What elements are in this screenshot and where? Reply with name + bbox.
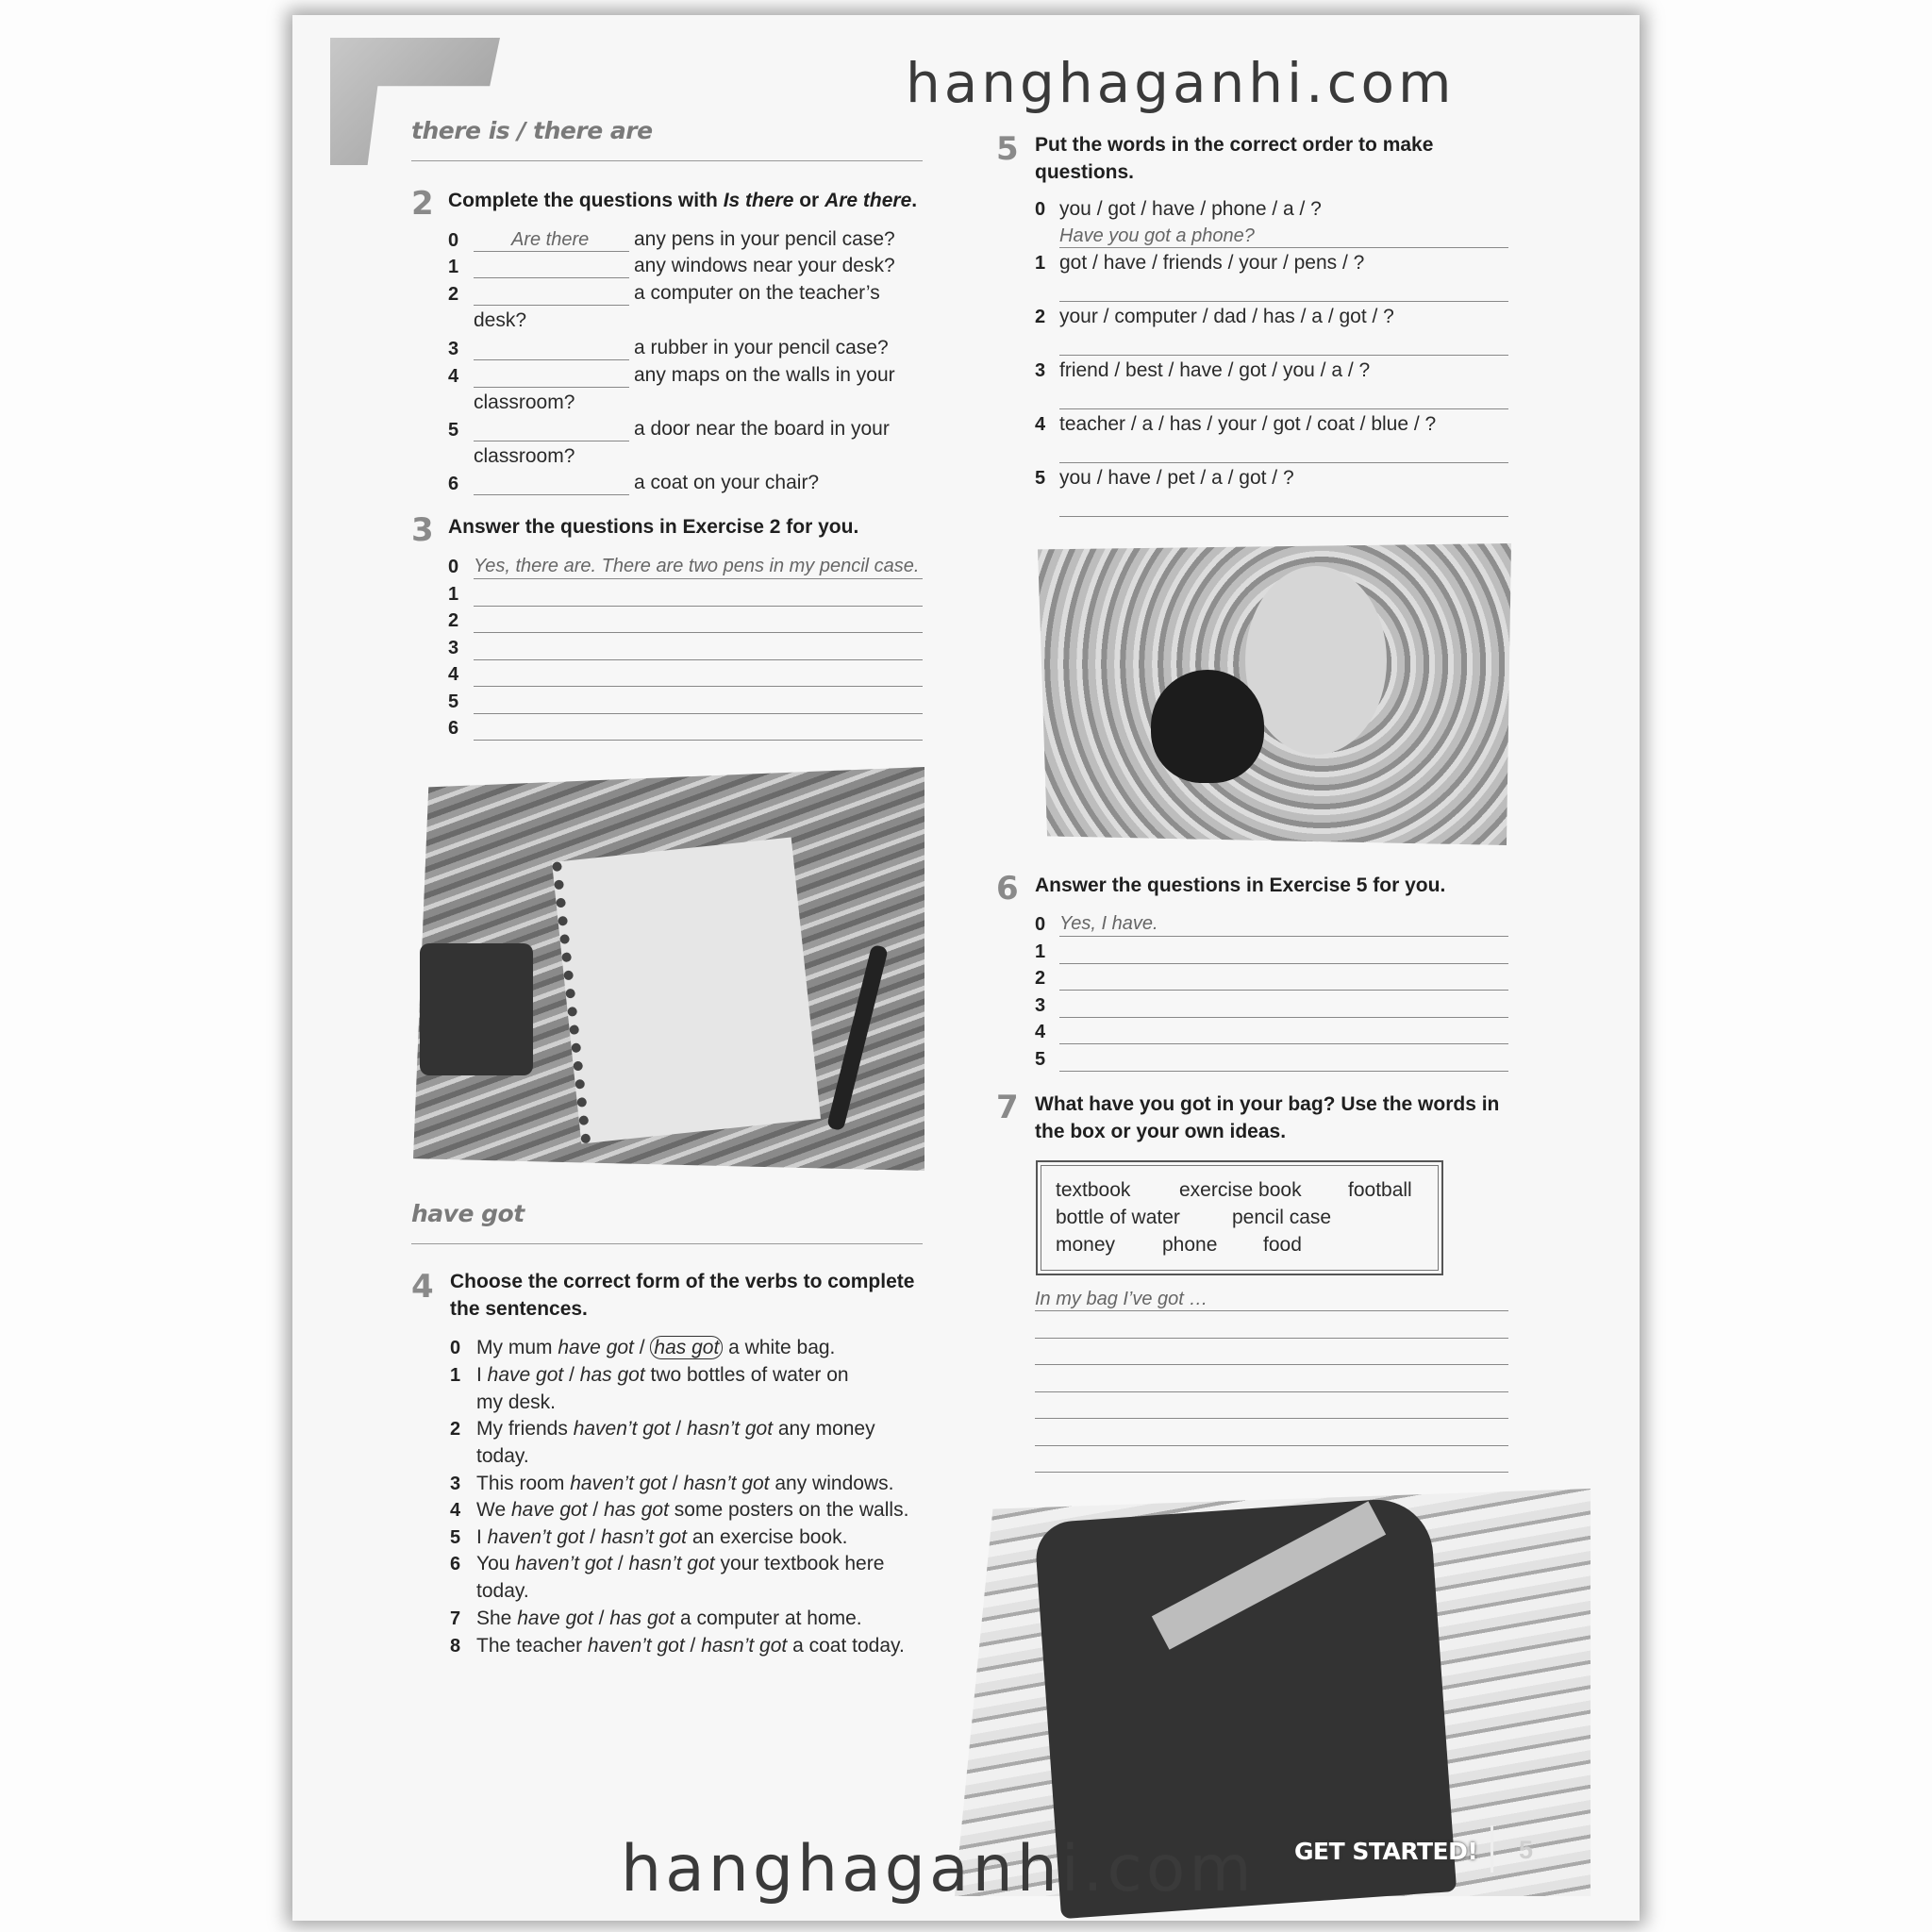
item-number: 4 bbox=[448, 366, 459, 387]
verb-option[interactable]: hasn’t got bbox=[686, 1418, 774, 1440]
sentence-part: / bbox=[612, 1553, 629, 1574]
item-number: 4 bbox=[1035, 414, 1046, 435]
verb-option[interactable]: have got bbox=[487, 1364, 564, 1386]
verb-option[interactable]: have got bbox=[517, 1607, 593, 1629]
question-text: a rubber in your pencil case? bbox=[634, 337, 889, 358]
sentence-part: a coat today. bbox=[787, 1635, 905, 1657]
question-text: any windows near your desk? bbox=[634, 255, 895, 276]
answer-blank[interactable] bbox=[474, 387, 629, 388]
sentence-part: My friends bbox=[476, 1418, 574, 1440]
sentence-part: / bbox=[592, 1607, 610, 1629]
verb-option[interactable]: have got bbox=[510, 1499, 588, 1521]
exercise-2-instruction: Complete the questions with Is there or Are there. bbox=[448, 190, 918, 211]
exercise-4-instruction bbox=[450, 1268, 914, 1323]
verb-option[interactable]: haven’t got bbox=[587, 1635, 685, 1657]
writing-line[interactable] bbox=[1035, 1391, 1508, 1392]
notebook-image bbox=[552, 837, 821, 1143]
question-text-continued: desk? bbox=[474, 309, 527, 331]
item-number: 5 bbox=[448, 420, 459, 441]
scrambled-words: friend / best / have / got / you / a / ? bbox=[1059, 359, 1371, 381]
verb-option[interactable]: has got bbox=[604, 1499, 669, 1521]
scrambled-words: got / have / friends / your / pens / ? bbox=[1059, 252, 1365, 274]
word-box-item: exercise book bbox=[1179, 1179, 1302, 1201]
exercise-7-instruction bbox=[1035, 1091, 1499, 1145]
question-text: a door near the board in your bbox=[634, 418, 890, 440]
item-number: 3 bbox=[1035, 994, 1046, 1016]
sentence-part: / bbox=[633, 1337, 651, 1358]
item-number: 2 bbox=[1035, 968, 1046, 989]
exercise-6-number: 6 bbox=[996, 870, 1019, 908]
item-number: 4 bbox=[448, 664, 459, 685]
item-number: 5 bbox=[448, 691, 459, 712]
item-number: 7 bbox=[450, 1608, 461, 1629]
verb-option[interactable]: haven’t got bbox=[570, 1473, 667, 1494]
word-box-item: football bbox=[1348, 1179, 1412, 1201]
sentence-continued: today. bbox=[476, 1445, 529, 1467]
question-text-continued: classroom? bbox=[474, 445, 575, 467]
sentence-part: You bbox=[476, 1553, 516, 1574]
sentence-continued: today. bbox=[476, 1580, 529, 1602]
answer-line[interactable] bbox=[474, 686, 923, 687]
item-number: 1 bbox=[1035, 941, 1046, 962]
exercise-3-number: 3 bbox=[411, 511, 434, 549]
answer-line[interactable] bbox=[1059, 247, 1508, 248]
exercise-7-prompt: In my bag I’ve got … bbox=[1035, 1289, 1208, 1309]
example-answer: Yes, I have. bbox=[1059, 913, 1158, 934]
sentence bbox=[476, 1553, 884, 1575]
question-text: a computer on the teacher’s bbox=[634, 282, 880, 304]
section-rule bbox=[411, 1243, 923, 1244]
item-number: 2 bbox=[448, 284, 459, 305]
scrambled-words: you / got / have / phone / a / ? bbox=[1059, 198, 1322, 220]
item-number: 5 bbox=[1035, 1048, 1046, 1070]
item-number: 3 bbox=[448, 339, 459, 359]
verb-option[interactable]: hasn’t got bbox=[683, 1473, 770, 1494]
sentence-part: / bbox=[587, 1499, 605, 1521]
answer-line[interactable] bbox=[1059, 1071, 1508, 1072]
word-box-item: textbook bbox=[1056, 1179, 1131, 1201]
sentence bbox=[476, 1364, 849, 1387]
item-number: 6 bbox=[450, 1554, 461, 1574]
sentence-part: any money bbox=[773, 1418, 875, 1440]
footer-unit-label: GET STARTED! bbox=[1294, 1838, 1478, 1865]
sentence-part: two bottles of water on bbox=[644, 1364, 849, 1386]
exercise-5-instruction-line-2: questions. bbox=[1035, 161, 1135, 183]
example-answer: Have you got a phone? bbox=[1059, 225, 1255, 246]
answer-blank[interactable] bbox=[474, 305, 629, 306]
exercise-7-instruction-line-2: the box or your own ideas. bbox=[1035, 1121, 1287, 1142]
example-answer: Yes, there are. There are two pens in my pencil case. bbox=[474, 556, 920, 576]
footer-divider bbox=[1491, 1825, 1493, 1873]
item-number: 3 bbox=[450, 1474, 461, 1494]
sentence bbox=[476, 1473, 893, 1495]
writing-line[interactable] bbox=[1035, 1338, 1508, 1339]
sentence-part: a computer at home. bbox=[675, 1607, 862, 1629]
sentence-part: a white bag. bbox=[723, 1337, 836, 1358]
item-number: 3 bbox=[1035, 360, 1046, 381]
watermark-top: hanghaganhi.com bbox=[906, 51, 1456, 115]
sentence bbox=[476, 1418, 875, 1441]
item-number: 1 bbox=[448, 257, 459, 277]
sentence-part: My mum bbox=[476, 1337, 558, 1358]
answer-blank[interactable] bbox=[474, 494, 629, 495]
item-number: 1 bbox=[450, 1365, 461, 1386]
item-number: 0 bbox=[448, 557, 459, 577]
sentence-part: some posters on the walls. bbox=[668, 1499, 909, 1521]
exercise-2-number: 2 bbox=[411, 185, 434, 223]
sentence bbox=[476, 1635, 905, 1657]
question-text: a coat on your chair? bbox=[634, 472, 820, 493]
verb-option[interactable]: hasn’t got bbox=[701, 1635, 788, 1657]
sentence-part: an exercise book. bbox=[687, 1526, 848, 1548]
word-box-item: bottle of water bbox=[1056, 1207, 1180, 1228]
answer-line[interactable] bbox=[474, 578, 923, 579]
section-title-there-is: there is / there are bbox=[411, 117, 653, 144]
verb-option[interactable]: hasn’t got bbox=[600, 1526, 688, 1548]
sentence bbox=[476, 1499, 908, 1522]
sentence-part: I bbox=[476, 1364, 488, 1386]
item-number: 5 bbox=[450, 1527, 461, 1548]
exercise-3-instruction: Answer the questions in Exercise 2 for you. bbox=[448, 516, 859, 538]
answer-line[interactable] bbox=[1059, 462, 1508, 463]
item-number: 4 bbox=[450, 1500, 461, 1521]
item-number: 2 bbox=[448, 610, 459, 631]
item-number: 1 bbox=[448, 583, 459, 605]
answer-line[interactable] bbox=[1059, 1017, 1508, 1018]
item-number: 8 bbox=[450, 1636, 461, 1657]
question-text-continued: classroom? bbox=[474, 391, 575, 413]
answer-blank[interactable] bbox=[474, 277, 629, 278]
page-number: 5 bbox=[1519, 1836, 1534, 1864]
answer-line[interactable] bbox=[1059, 355, 1508, 356]
sentence-part: We bbox=[476, 1499, 511, 1521]
answer-line[interactable] bbox=[1059, 301, 1508, 302]
writing-line[interactable] bbox=[1035, 1445, 1508, 1446]
word-box-item: food bbox=[1263, 1234, 1302, 1256]
exercise-4-instruction-line-2: the sentences. bbox=[450, 1298, 588, 1320]
item-number: 0 bbox=[1035, 914, 1046, 935]
word-box-item: money bbox=[1056, 1234, 1116, 1256]
exercise-5-instruction bbox=[1035, 131, 1433, 186]
answer-line[interactable] bbox=[474, 632, 923, 633]
exercise-5-number: 5 bbox=[996, 130, 1019, 168]
verb-option[interactable]: have got bbox=[558, 1337, 634, 1358]
writing-line[interactable] bbox=[1035, 1418, 1508, 1419]
sentence-part: / bbox=[666, 1473, 684, 1494]
sentence bbox=[476, 1526, 847, 1549]
verb-option[interactable]: haven’t got bbox=[515, 1553, 613, 1574]
exercise-4-number: 4 bbox=[411, 1268, 434, 1306]
item-number: 6 bbox=[448, 718, 459, 739]
item-number: 3 bbox=[448, 637, 459, 658]
verb-option[interactable]: haven’t got bbox=[573, 1418, 671, 1440]
item-number: 2 bbox=[450, 1419, 461, 1440]
exercise-7-instruction-line-1: What have you got in your bag? Use the words in bbox=[1035, 1093, 1500, 1115]
scrambled-words: your / computer / dad / has / a / got / ? bbox=[1059, 306, 1394, 327]
sentence-part: any windows. bbox=[769, 1473, 894, 1494]
item-number: 5 bbox=[1035, 468, 1046, 489]
verb-option[interactable]: hasn’t got bbox=[628, 1553, 715, 1574]
sentence-part: She bbox=[476, 1607, 518, 1629]
section-rule bbox=[411, 160, 923, 161]
sentence-part: I bbox=[476, 1526, 488, 1548]
answer-blank[interactable] bbox=[474, 359, 629, 360]
item-number: 0 bbox=[448, 230, 459, 251]
item-number: 0 bbox=[1035, 199, 1046, 220]
sentence-part: / bbox=[684, 1635, 702, 1657]
sentence-part: / bbox=[670, 1418, 687, 1440]
answer-line[interactable] bbox=[1059, 936, 1508, 937]
question-text: any maps on the walls in your bbox=[634, 364, 895, 386]
scrambled-words: teacher / a / has / your / got / coat / blue / ? bbox=[1059, 413, 1437, 435]
sentence-part: your textbook here bbox=[714, 1553, 885, 1574]
writing-line[interactable] bbox=[1035, 1364, 1508, 1365]
item-number: 2 bbox=[1035, 307, 1046, 327]
verb-option[interactable]: has got bbox=[579, 1364, 645, 1386]
example-answer: Are there bbox=[511, 229, 590, 250]
answer-line[interactable] bbox=[474, 713, 923, 714]
cat-image bbox=[1151, 670, 1264, 783]
word-box-item: pencil case bbox=[1232, 1207, 1332, 1228]
exercise-4-instruction-line-1: Choose the correct form of the verbs to complete bbox=[450, 1271, 915, 1292]
answer-blank[interactable] bbox=[474, 251, 629, 252]
question-text: any pens in your pencil case? bbox=[634, 228, 895, 250]
sentence-continued: my desk. bbox=[476, 1391, 557, 1413]
answer-line[interactable] bbox=[474, 659, 923, 660]
sentence-part: / bbox=[563, 1364, 580, 1386]
exercise-7-number: 7 bbox=[996, 1089, 1019, 1126]
answer-line[interactable] bbox=[474, 740, 923, 741]
sentence-part: This room bbox=[476, 1473, 571, 1494]
answer-line[interactable] bbox=[1059, 408, 1508, 409]
answer-line[interactable] bbox=[1059, 963, 1508, 964]
scrambled-words: you / have / pet / a / got / ? bbox=[1059, 467, 1294, 489]
sentence bbox=[476, 1607, 862, 1630]
answer-line[interactable] bbox=[1059, 990, 1508, 991]
verb-option[interactable]: haven’t got bbox=[487, 1526, 585, 1548]
sentence-part: / bbox=[584, 1526, 601, 1548]
item-number: 6 bbox=[448, 474, 459, 494]
girl-face-image bbox=[1245, 566, 1387, 755]
section-title-have-got: have got bbox=[411, 1200, 525, 1227]
answer-line[interactable] bbox=[1059, 516, 1508, 517]
item-number: 1 bbox=[1035, 253, 1046, 274]
writing-line[interactable] bbox=[1035, 1310, 1508, 1311]
sentence bbox=[476, 1337, 835, 1359]
answer-line[interactable] bbox=[1059, 1043, 1508, 1044]
exercise-6-instruction: Answer the questions in Exercise 5 for you. bbox=[1035, 874, 1446, 896]
writing-line[interactable] bbox=[1035, 1472, 1508, 1473]
item-number: 4 bbox=[1035, 1022, 1046, 1042]
answer-line[interactable] bbox=[474, 606, 923, 607]
verb-option[interactable]: has got bbox=[650, 1336, 723, 1359]
verb-option[interactable]: has got bbox=[609, 1607, 675, 1629]
camera-image bbox=[420, 943, 533, 1075]
exercise-5-instruction-line-1: Put the words in the correct order to make bbox=[1035, 134, 1434, 156]
watermark-bottom: hanghaganhi.com bbox=[621, 1832, 1256, 1907]
item-number: 0 bbox=[450, 1338, 461, 1358]
word-box-item: phone bbox=[1162, 1234, 1218, 1256]
sentence-part: The teacher bbox=[476, 1635, 588, 1657]
